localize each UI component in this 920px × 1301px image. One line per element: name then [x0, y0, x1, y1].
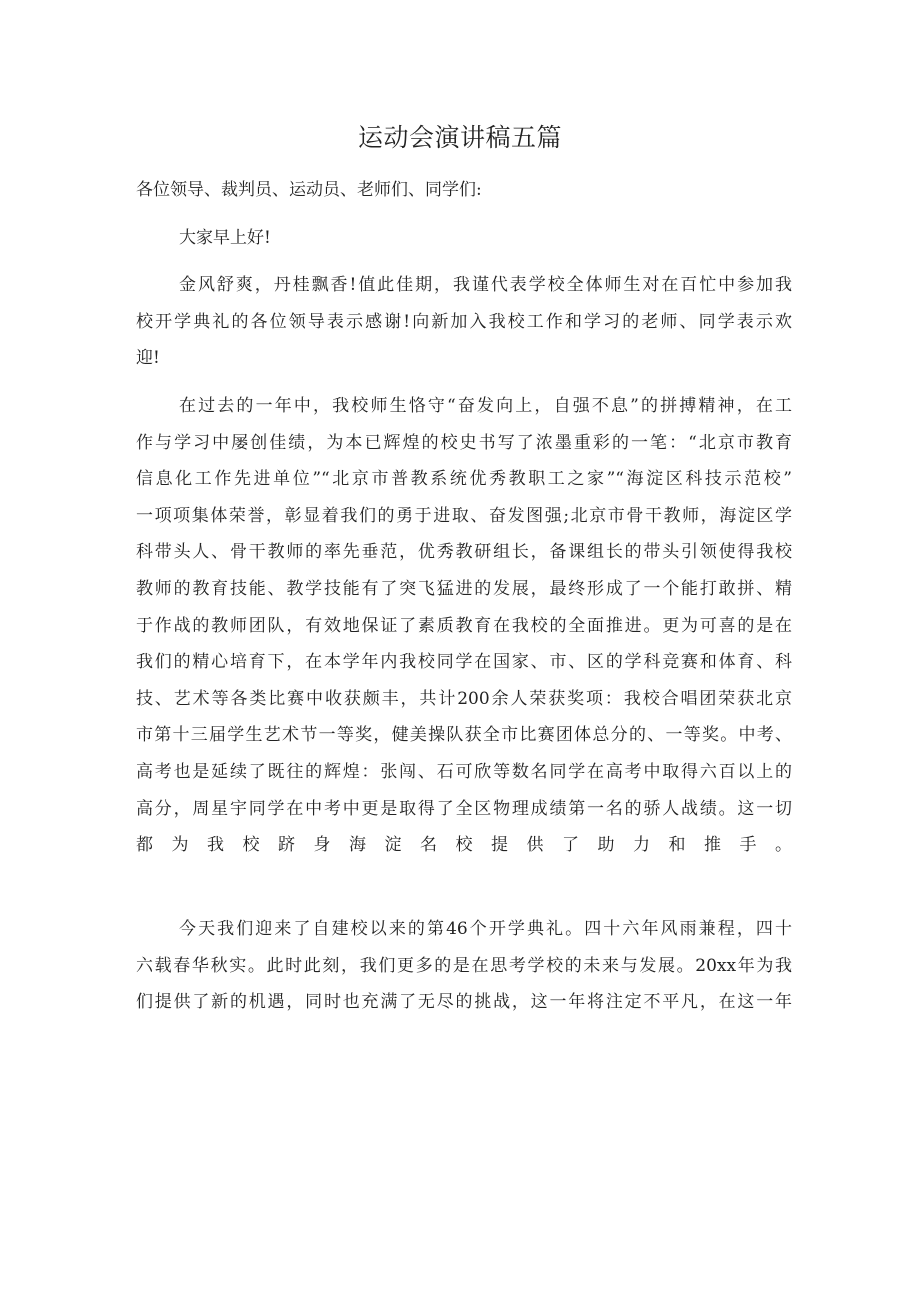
- document-title: 运动会演讲稿五篇: [357, 123, 562, 152]
- paragraph-line: 技、艺术等各类比赛中收获颇丰，共计200余人荣获奖项：我校合唱团荣获北京: [136, 688, 792, 709]
- salutation-line: 各位领导、裁判员、运动员、老师们、同学们:: [136, 180, 482, 200]
- paragraph-line: 高分，周星宇同学在中考中更是取得了全区物理成绩第一名的骄人战绩。这一切: [136, 798, 792, 819]
- paragraph-line: 迎!: [136, 348, 160, 369]
- paragraph-gap: [136, 377, 792, 388]
- paragraph-gap: [136, 900, 792, 911]
- paragraph-line: 作与学习中屡创佳绩，为本已辉煌的校史书写了浓墨重彩的一笔：“北京市教育: [136, 432, 792, 453]
- paragraph-line: 金风舒爽，丹桂飘香!值此佳期，我谨代表学校全体师生对在百忙中参加我: [179, 275, 792, 296]
- paragraph-line: 今天我们迎来了自建校以来的第46个开学典礼。四十六年风雨兼程，四十: [179, 919, 792, 940]
- paragraph-line: 信息化工作先进单位”“北京市普教系统优秀教职工之家”“海淀区科技示范校”: [136, 469, 792, 490]
- document-body: [136, 172, 792, 1021]
- paragraph-line: 我们的精心培育下，在本学年内我校同学在国家、市、区的学科竞赛和体育、科: [136, 652, 792, 673]
- greeting-line: 大家早上好!: [179, 227, 271, 248]
- paragraph-line: 在过去的一年中，我校师生恪守“奋发向上，自强不息”的拼搏精神，在工: [179, 395, 792, 416]
- paragraph-line: 教师的教育技能、教学技能有了突飞猛进的发展，最终形成了一个能打敢拼、精: [136, 578, 792, 599]
- paragraph-line: 校开学典礼的各位领导表示感谢!向新加入我校工作和学习的老师、同学表示欢: [136, 311, 792, 332]
- paragraph-line: 科带头人、骨干教师的率先垂范，优秀教研组长，备课组长的带头引领使得我校: [136, 542, 792, 563]
- paragraph-line: 一项项集体荣誉，彰显着我们的勇于进取、奋发图强;北京市骨干教师，海淀区学: [136, 505, 792, 526]
- paragraph-line: 六载春华秋实。此时此刻，我们更多的是在思考学校的未来与发展。20xx年为我: [136, 955, 792, 976]
- paragraph-line: 们提供了新的机遇，同时也充满了无尽的挑战，这一年将注定不平凡，在这一年: [136, 992, 792, 1013]
- paragraph-line: 都为我校跻身海淀名校提供了助力和推手。: [136, 835, 792, 856]
- paragraph-gap: [136, 256, 792, 267]
- paragraph-line: 于作战的教师团队，有效地保证了素质教育在我校的全面推进。更为可喜的是在: [136, 615, 792, 636]
- paragraph-line: 高考也是延续了既往的辉煌：张闯、石可欣等数名同学在高考中取得六百以上的: [136, 761, 792, 782]
- paragraph-line: [136, 864, 792, 901]
- paragraph-line: 市第十三届学生艺术节一等奖，健美操队获全市比赛团体总分的、一等奖。中考、: [136, 725, 792, 746]
- paragraph-gap: [136, 209, 792, 220]
